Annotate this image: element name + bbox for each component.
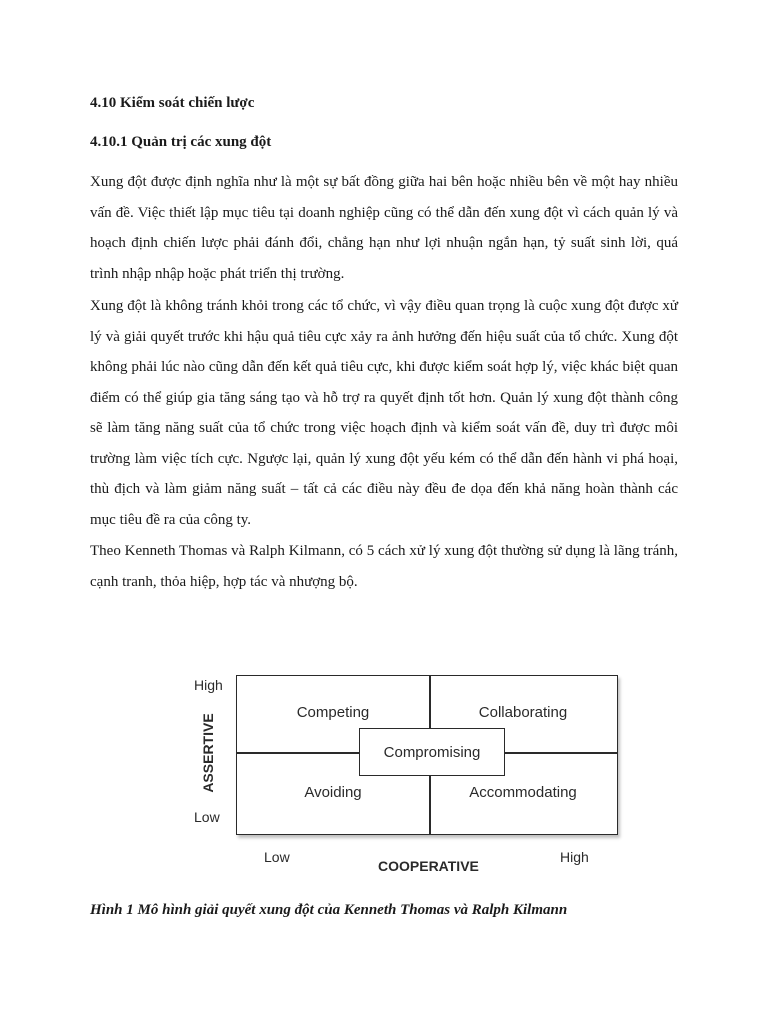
quadrant-competing: Competing [296, 704, 370, 721]
conflict-model-figure [190, 665, 630, 887]
paragraph-1: Xung đột được định nghĩa như là một sự bất đồng giữa hai bên hoặc nhiều bên về một hay nhiều vấn đề. Việc thiết lập mục tiêu tại doanh nghiệp cũng có thể dẫn đến xung đột vì cách quản lý và hoạch định chiến lược phải đánh đổi, chẳng hạn như lợi nhuận ngắn hạn, tỷ suất sinh lời, quá trình nhập nhập hoặc phát triển thị trường. [90, 174, 678, 282]
paragraph-3: Theo Kenneth Thomas và Ralph Kilmann, có 5 cách xử lý xung đột thường sử dụng là lãng tránh, cạnh tranh, thỏa hiệp, hợp tác và nhượng bộ. [90, 543, 678, 590]
x-axis-low-label: Low [264, 849, 290, 865]
x-axis-title: COOPERATIVE [378, 858, 479, 874]
center-compromising-label: Compromising [383, 743, 481, 761]
quadrant-grid [236, 675, 618, 835]
y-axis-title: ASSERTIVE [200, 713, 216, 793]
x-axis-high-label: High [560, 849, 589, 865]
figure-caption: Hình 1 Mô hình giải quyết xung đột của Kenneth Thomas và Ralph Kilmann [90, 902, 568, 918]
section-heading: 4.10 Kiểm soát chiến lược [90, 95, 255, 111]
quadrant-collaborating: Collaborating [478, 704, 568, 721]
y-axis-high-label: High [194, 677, 223, 693]
center-compromising-box [359, 728, 505, 776]
paragraph-2: Xung đột là không tránh khỏi trong các tổ chức, vì vậy điều quan trọng là cuộc xung đột được xử lý và giải quyết trước khi hậu quả tiêu cực xảy ra ảnh hưởng đến hiệu suất của tổ chức. Xung đột không phải lúc nào cũng dẫn đến kết quả tiêu cực, khi được kiểm soát hợp lý, việc khác biệt quan điểm có thể giúp gia tăng sáng tạo và hỗ trợ ra quyết định tốt hơn. Quản lý xung đột thành công sẽ làm tăng năng suất của tổ chức trong việc hoạch định và kiểm soát vấn đề, duy trì được môi trường làm việc tích cực. Ngược lại, quản lý xung đột yếu kém có thể dẫn đến hành vi phá hoại, thù địch và làm giảm năng suất – tất cả các điều này đều đe dọa đến khả năng hoàn thành các mục tiêu đề ra của công ty. [90, 298, 678, 528]
quadrant-avoiding: Avoiding [304, 784, 362, 801]
y-axis-low-label: Low [194, 809, 220, 825]
subsection-heading: 4.10.1 Quản trị các xung đột [90, 134, 272, 150]
quadrant-accommodating: Accommodating [469, 784, 577, 801]
